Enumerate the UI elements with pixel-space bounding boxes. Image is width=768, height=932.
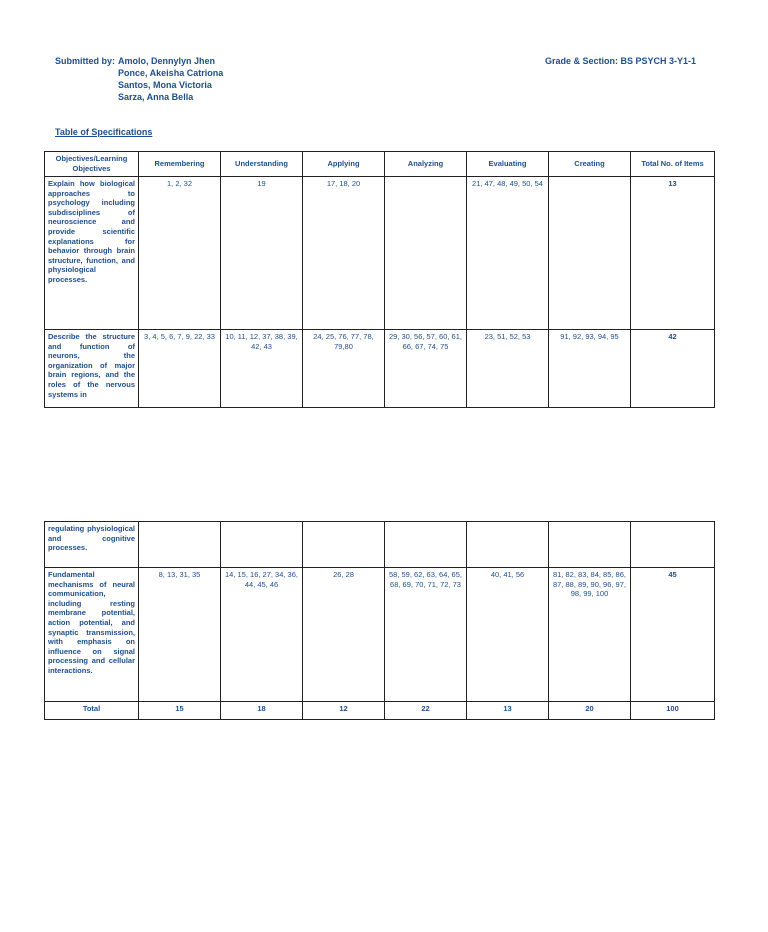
submitter-name: Sarza, Anna Bella xyxy=(118,92,194,102)
total-evaluating: 13 xyxy=(467,702,549,720)
total-analyzing: 22 xyxy=(385,702,467,720)
row-total-cell: 42 xyxy=(631,330,715,408)
table-row xyxy=(45,568,715,702)
table-row xyxy=(45,522,715,568)
item-cell: 81, 82, 83, 84, 85, 86, 87, 88, 89, 90, 96, 97, 98, 99, 100 xyxy=(549,568,631,702)
item-cell: 1, 2, 32 xyxy=(139,177,221,330)
item-cell: 21, 47, 48, 49, 50, 54 xyxy=(467,177,549,330)
row-total-cell xyxy=(631,522,715,568)
submitter-name: Amolo, Dennylyn Jhen xyxy=(118,56,216,66)
item-cell: 24, 25, 76, 77, 78, 79,80 xyxy=(303,330,385,408)
item-cell xyxy=(467,522,549,568)
row-total-cell: 45 xyxy=(631,568,715,702)
item-cell: 58, 59, 62, 63, 64, 65, 68, 69, 70, 71, 72, 73 xyxy=(385,568,467,702)
item-cell: 91, 92, 93, 94, 95 xyxy=(549,330,631,408)
submitter-name: Ponce, Akeisha Catriona xyxy=(118,68,224,78)
item-cell: 40, 41, 56 xyxy=(467,568,549,702)
spec-table-part-2 xyxy=(44,521,715,720)
item-cell xyxy=(385,177,467,330)
col-header-analyzing: Analyzing xyxy=(385,152,467,177)
row-total-cell: 13 xyxy=(631,177,715,330)
submitter-names xyxy=(118,55,223,103)
item-cell xyxy=(139,522,221,568)
col-header-applying: Applying xyxy=(303,152,385,177)
col-header-remembering: Remembering xyxy=(139,152,221,177)
col-header-objectives: Objectives/Learning Objectives xyxy=(45,152,139,177)
grade-section: Grade & Section: BS PSYCH 3-Y1-1 xyxy=(545,56,697,66)
item-cell: 8, 13, 31, 35 xyxy=(139,568,221,702)
col-header-evaluating: Evaluating xyxy=(467,152,549,177)
item-cell xyxy=(549,522,631,568)
col-header-creating: Creating xyxy=(549,152,631,177)
item-cell: 19 xyxy=(221,177,303,330)
submitted-by-label: Submitted by: xyxy=(55,56,115,66)
submitter-name: Santos, Mona Victoria xyxy=(118,80,212,90)
grand-total: 100 xyxy=(631,702,715,720)
item-cell: 23, 51, 52, 53 xyxy=(467,330,549,408)
total-creating: 20 xyxy=(549,702,631,720)
item-cell: 26, 28 xyxy=(303,568,385,702)
total-understanding: 18 xyxy=(221,702,303,720)
total-remembering: 15 xyxy=(139,702,221,720)
item-cell xyxy=(385,522,467,568)
item-cell xyxy=(303,522,385,568)
objective-cell: regulating physiological and cognitive processes. xyxy=(45,522,139,568)
objective-cell: Describe the structure and function of neurons, the organization of major brain regions, and the roles of the nervous systems in xyxy=(45,330,139,408)
spec-table-part-1 xyxy=(44,151,715,408)
item-cell: 3, 4, 5, 6, 7, 9, 22, 33 xyxy=(139,330,221,408)
table-row xyxy=(45,177,715,330)
item-cell: 29, 30, 56, 57, 60, 61, 66, 67, 74, 75 xyxy=(385,330,467,408)
col-header-understanding: Understanding xyxy=(221,152,303,177)
objective-cell: Explain how biological approaches to psychology including subdisciplines of neuroscience and provide scientific explanations for behavior through brain structure, function, and physiological processes. xyxy=(45,177,139,330)
table-title: Table of Specifications xyxy=(55,127,153,137)
item-cell: 17, 18, 20 xyxy=(303,177,385,330)
total-applying: 12 xyxy=(303,702,385,720)
objective-cell: Fundamental mechanisms of neural communication, including resting membrane potential, action potential, and synaptic transmission, with emphasis on influence on signal processing and cellular interactions. xyxy=(45,568,139,702)
table-row xyxy=(45,330,715,408)
item-cell: 10, 11, 12, 37, 38, 39, 42, 43 xyxy=(221,330,303,408)
table-header-row xyxy=(45,152,715,177)
item-cell xyxy=(221,522,303,568)
item-cell: 14, 15, 16, 27, 34, 36, 44, 45, 46 xyxy=(221,568,303,702)
totals-label: Total xyxy=(45,702,139,720)
item-cell xyxy=(549,177,631,330)
totals-row xyxy=(45,702,715,720)
col-header-total-items: Total No. of Items xyxy=(631,152,715,177)
